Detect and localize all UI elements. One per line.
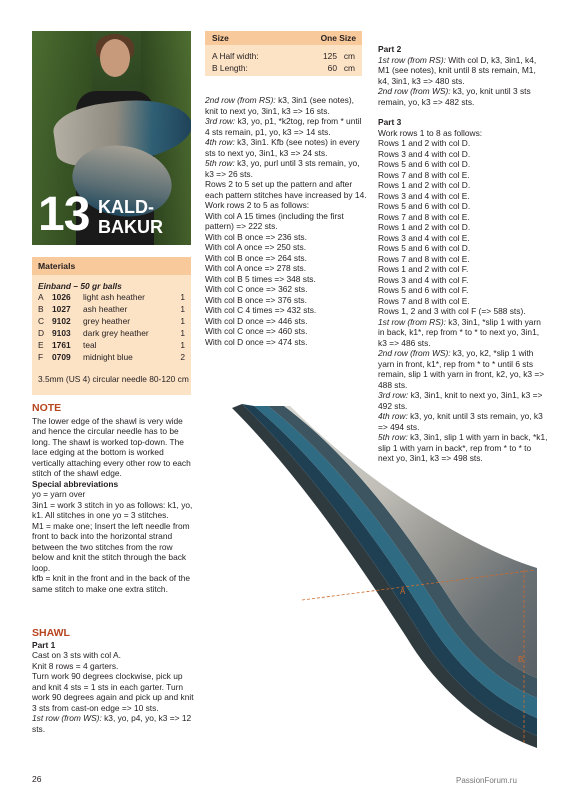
size-label: A Half width: xyxy=(212,51,259,61)
edge-row xyxy=(378,348,548,390)
shawl-section xyxy=(32,628,194,734)
row-text: k3, yo, k2, *slip 1 with yarn in front, k1*, rep from * to * until 6 sts remain, slip 1 with yarn in front, k2, yo, k3 => 488 sts. xyxy=(378,348,545,390)
abbrev-item: 3in1 = work 3 stitch in yo as follows: k1, yo, k1. All stitches in one yo = 3 stitches. xyxy=(32,499,193,520)
part3-line: Rows 5 and 6 with col F. xyxy=(378,285,469,295)
part3-line: Rows 3 and 4 with col E. xyxy=(378,190,470,201)
row-text: k3, 3in1, knit to next yo, 3in1, k3 => 492 sts. xyxy=(378,390,543,411)
color-qty: 1 xyxy=(180,292,185,302)
row-label: 2nd row (from RS): xyxy=(205,95,276,105)
abbrev-item: M1 = make one; Insert the left needle from front to back into the horizontal strand between the two stitches from the row below and knit the stitch through the back loop. xyxy=(32,520,190,573)
size-label: B Length: xyxy=(212,63,248,73)
shawl-illustration xyxy=(232,398,542,758)
part3-line: Rows 7 and 8 with col E. xyxy=(378,211,470,222)
stripe-item: With col C 4 times => 432 sts. xyxy=(205,305,317,315)
size-row xyxy=(212,63,355,74)
yarn-row xyxy=(38,340,185,351)
part2-row xyxy=(378,86,548,107)
color-name: ash heather xyxy=(83,304,128,314)
size-header: Size xyxy=(212,33,229,43)
part1-text xyxy=(32,650,194,713)
stripe-item: With col B once => 264 sts. xyxy=(205,252,307,263)
row-text: k3, 3in1, slip 1 with yarn in back, *k1, slip 1 with yarn in back*, rep from * to * to next yo, 3in1, k3 => 498 sts. xyxy=(378,432,548,463)
part3-list xyxy=(378,138,548,317)
stripe-item: With col A once => 278 sts. xyxy=(205,263,307,273)
size-table xyxy=(205,31,362,76)
color-qty: 1 xyxy=(180,316,185,326)
color-qty: 1 xyxy=(180,304,185,314)
part3-line: Rows 1 and 2 with col D. xyxy=(378,138,471,148)
note-section xyxy=(32,403,194,594)
dimension-label-b: B xyxy=(518,655,524,664)
stripe-item: With col B once => 376 sts. xyxy=(205,294,307,305)
row-text: k3, yo, knit until 3 sts remain, yo, k3 => 482 sts. xyxy=(378,86,531,107)
column-2 xyxy=(205,95,367,347)
part3-line: Rows 5 and 6 with col D. xyxy=(378,243,471,253)
stripe-item: With col C once => 460 sts. xyxy=(205,326,308,336)
part3-line: Rows 5 and 6 with col D. xyxy=(378,159,471,169)
color-code: 0709 xyxy=(52,352,71,362)
color-name: teal xyxy=(83,340,97,350)
yarn-row xyxy=(38,328,185,339)
row-label: 2nd row (from WS): xyxy=(378,86,451,96)
part1-line: Knit 8 rows = 4 garters. xyxy=(32,660,119,671)
part3-line: Rows 1 and 2 with col D. xyxy=(378,180,471,190)
color-name: light ash heather xyxy=(83,292,145,302)
stripe-item: With col B 5 times => 348 sts. xyxy=(205,273,316,284)
row-label: 4th row: xyxy=(378,411,408,421)
stripe-item: With col B once => 236 sts. xyxy=(205,231,307,242)
row-label: 3rd row: xyxy=(378,390,409,400)
stripe-list xyxy=(205,211,367,348)
row-label: 1st row (from RS): xyxy=(378,316,446,327)
stripe-item: With col D once => 446 sts. xyxy=(205,315,308,326)
row-instruction xyxy=(205,95,367,116)
row-instruction xyxy=(205,137,367,158)
part3-line: Rows 7 and 8 with col E. xyxy=(378,169,470,180)
part3-line: Rows 1 and 2 with col F. xyxy=(378,264,469,274)
materials-heading: Materials xyxy=(38,261,76,271)
color-letter: A xyxy=(38,292,44,302)
note-text: The lower edge of the shawl is very wide and hence the circular needle has to be long. The shawl is worked top-down. The lace edging at the bottom is worked vertically attaching every other row to each stitch of the shawl edge. xyxy=(32,415,191,478)
pattern-number: 13 xyxy=(38,188,90,241)
color-code: 1027 xyxy=(52,304,71,314)
part3-line: Rows 3 and 4 with col F. xyxy=(378,274,469,285)
color-code: 1026 xyxy=(52,292,71,302)
color-letter: D xyxy=(38,328,45,338)
part3-line: Rows 7 and 8 with col E. xyxy=(378,253,470,264)
size-value: 125 xyxy=(323,51,337,61)
dimension-label-a: A xyxy=(400,587,406,596)
color-name: midnight blue xyxy=(83,352,133,362)
size-unit: cm xyxy=(343,51,355,61)
row-instruction xyxy=(205,158,367,179)
color-qty: 2 xyxy=(180,352,185,362)
color-letter: B xyxy=(38,304,44,314)
part1-line: Cast on 3 sts with col A. xyxy=(32,650,121,660)
pattern-note: Rows 2 to 5 set up the pattern and after each pattern stitches have increased by 14. xyxy=(205,179,367,200)
part1-line: Turn work 90 degrees clockwise, pick up and knit 4 sts = 1 sts in each garter. Turn work 90 degrees again and pick up and knit 3 sts from cast-on edge => 10 sts. xyxy=(32,671,194,713)
color-letter: F xyxy=(38,352,44,362)
yarn-row xyxy=(38,292,185,303)
row-text: k3, yo, purl until 3 sts remain, yo, k3 => 26 sts. xyxy=(205,158,360,179)
pattern-title: KALD- BAKUR xyxy=(98,197,163,237)
row-label: 4th row: xyxy=(205,137,235,147)
row-text: k3, 3in1. Kfb (see notes) in every sts to next yo, 3in1, k3 => 24 sts. xyxy=(205,137,360,158)
stripe-item: With col D once => 474 sts. xyxy=(205,336,308,347)
size-row xyxy=(212,51,355,62)
abbrev-list xyxy=(32,489,194,594)
color-code: 1761 xyxy=(52,340,71,350)
abbrev-heading: Special abbreviations xyxy=(32,478,119,489)
color-qty: 1 xyxy=(180,340,185,350)
stripe-item: With col C once => 362 sts. xyxy=(205,284,308,294)
part3-intro: Work rows 1 to 8 as follows: xyxy=(378,127,483,138)
yarn-name: Einband – 50 gr balls xyxy=(38,281,122,291)
row-label: 1st row (from RS): xyxy=(378,54,446,65)
part3-line: Rows 1 and 2 with col D. xyxy=(378,222,471,232)
yarn-row xyxy=(38,304,185,315)
row-label: 5th row: xyxy=(378,432,408,442)
row-instruction xyxy=(205,116,367,137)
edge-row xyxy=(378,317,548,349)
row-text: k3, 3in1, *slip 1 with yarn in back, k1*, rep from * to * to next yo, 3in1, k3 => 486 sts. xyxy=(378,316,541,348)
row-label: 2nd row (from WS): xyxy=(378,348,451,358)
size-value: 60 xyxy=(327,63,337,73)
stripe-item: With col A 15 times (including the first pattern) => 222 sts. xyxy=(205,210,344,231)
row-label: 5th row: xyxy=(205,158,235,168)
pattern-photo xyxy=(32,31,191,245)
part3-line: Rows 7 and 8 with col E. xyxy=(378,295,470,306)
row-label: 3rd row: xyxy=(205,116,236,126)
note-heading: NOTE xyxy=(32,402,62,414)
size-unit: cm xyxy=(343,63,355,73)
one-size-header: One Size xyxy=(320,33,356,43)
part1-heading: Part 1 xyxy=(32,639,56,650)
needle-info: 3.5mm (US 4) circular needle 80-120 cm xyxy=(38,374,189,384)
color-code: 9102 xyxy=(52,316,71,326)
work-rows-intro: Work rows 2 to 5 as follows: xyxy=(205,200,310,210)
row-text: With col D, k3, 3in1, k4, M1 (see notes), knit until 8 sts remain, M1, k4, 3in1, k3 => 480 sts. xyxy=(378,54,537,86)
color-letter: E xyxy=(38,340,44,350)
abbrev-item: yo = yarn over xyxy=(32,489,86,499)
row-text: k3, yo, p1, *k2tog, rep from * until 4 sts remain, p1, yo, k3 => 14 sts. xyxy=(205,116,362,137)
row-text: k3, 3in1 (see notes), knit to next yo, 3in1, k3 => 16 sts. xyxy=(205,95,354,116)
part3-line: Rows 1, 2 and 3 with col F (=> 588 sts). xyxy=(378,306,526,316)
part2-heading: Part 2 xyxy=(378,44,402,54)
color-code: 9103 xyxy=(52,328,71,338)
shawl-heading: SHAWL xyxy=(32,627,70,639)
abbrev-item: kfb = knit in the front and in the back of the same stitch to make one extra stitch. xyxy=(32,573,191,594)
part2-row xyxy=(378,55,548,87)
materials-box xyxy=(32,257,191,395)
color-letter: C xyxy=(38,316,45,326)
part3-line: Rows 3 and 4 with col E. xyxy=(378,232,470,243)
color-qty: 1 xyxy=(180,328,185,338)
part3-line: Rows 5 and 6 with col D. xyxy=(378,201,471,211)
part3-heading: Part 3 xyxy=(378,117,402,127)
row-text: k3, yo, knit until 3 sts remain, yo, k3 => 494 sts. xyxy=(378,411,543,432)
color-name: grey heather xyxy=(83,316,131,326)
yarn-row xyxy=(38,352,185,363)
watermark: PassionForum.ru xyxy=(456,776,517,785)
color-name: dark grey heather xyxy=(83,328,149,338)
stripe-item: With col A once => 250 sts. xyxy=(205,242,307,252)
part1-row1: 1st row (from WS): k3, yo, p4, yo, k3 => 12 sts. xyxy=(32,713,192,734)
yarn-row xyxy=(38,316,185,327)
page-number: 26 xyxy=(32,774,42,784)
part3-line: Rows 3 and 4 with col D. xyxy=(378,148,471,159)
